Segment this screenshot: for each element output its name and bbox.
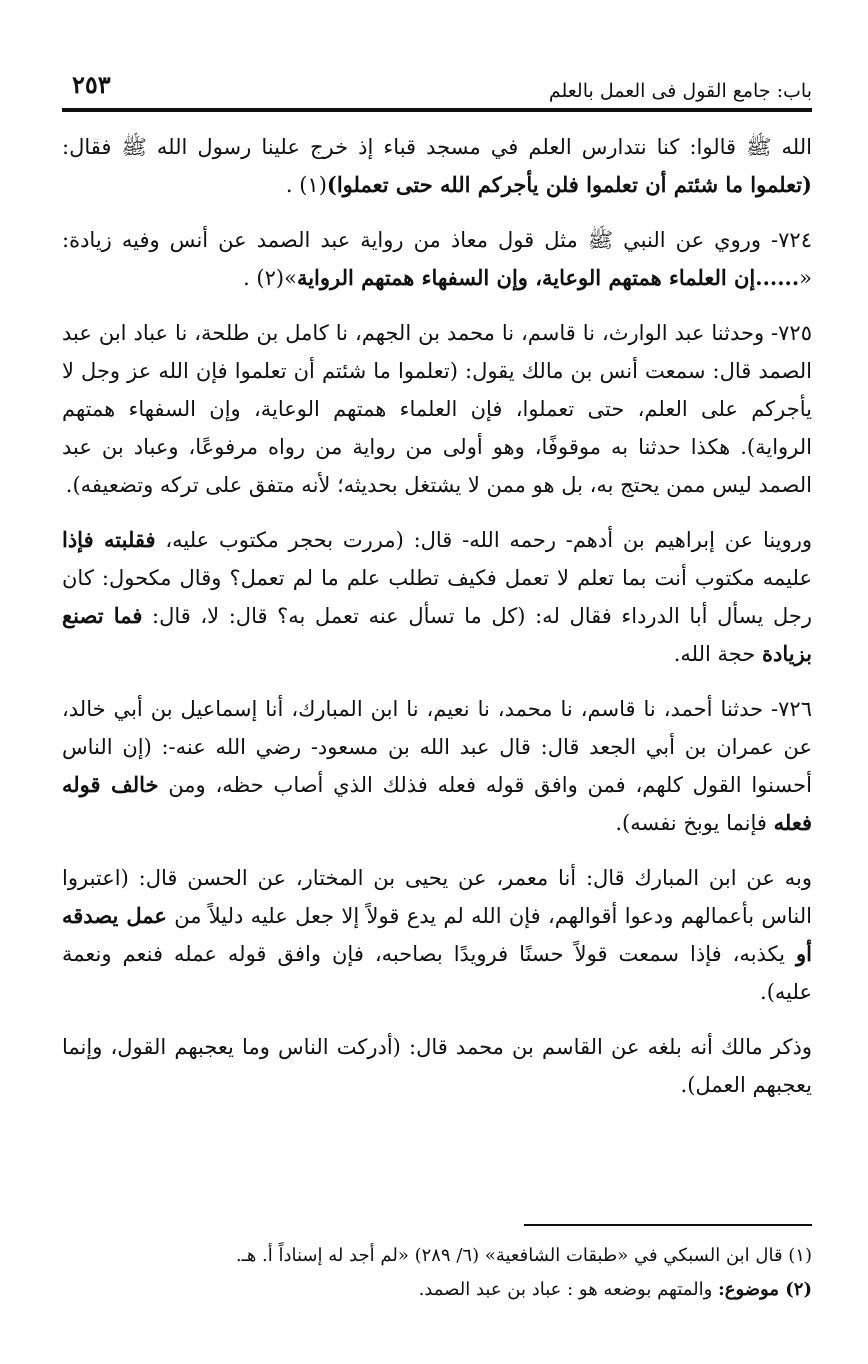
footnote-1: (١) قال ابن السبكي في «طبقات الشافعية» (٦/ ٢٨٩) «لم أجد له إسناداً أ. هـ. [235,1245,812,1266]
paragraph-724-text: ٧٢٤- وروي عن النبي ﷺ مثل قول معاذ من رواية عبد الصمد عن أنس وفيه زيادة: « [62,228,812,290]
footnotes [62,1240,812,1308]
paragraph-ibrahim-text-1: وروينا عن إبراهيم بن أدهم- رحمه الله- قال: (مررت بحجر مكتوب عليه، [155,528,812,552]
document-page [62,0,812,1364]
paragraph-724 [62,221,812,297]
paragraph-1-bold-quote: (تعلموا ما شئتم أن تعلموا فلن يأجركم الله حتى تعملوا) [326,172,812,197]
footnote-2-label: (٢) موضوع: [718,1279,812,1300]
paragraph-1-footnote-ref: (١) . [285,173,327,197]
footnote-2 [62,1274,812,1306]
paragraph-726-text-1: ٧٢٦- حدثنا أحمد، نا قاسم، نا محمد، نا نعيم، نا ابن المبارك، أنا إسماعيل بن أبي خالد، عن عمران بن أبي الجعد قال: قال عبد الله بن مسعود- رضي الله عنه-: (إن الناس أحسنوا القول كلهم، فمن وافق قوله فعله فذلك الذي أصاب حظه، ومن [62,697,813,797]
paragraph-ibn-mubarak-bold: عمل يصدقه أو [62,903,812,966]
paragraph-ibn-mubarak-text-1: وبه عن ابن المبارك قال: أنا معمر، عن يحيى بن المختار، عن الحسن قال: (اعتبروا الناس بأعمالهم ودعوا أقوالهم، فإن الله لم يدع قولاً إلا جعل عليه دليلاً من [62,866,813,928]
header-rule [62,108,812,112]
footnote-2-text: والمتهم بوضعه هو : عباد بن عبد الصمد. [418,1279,719,1300]
page-header [62,70,812,106]
footnote-separator [524,1224,812,1226]
paragraph-ibrahim [62,521,812,673]
running-head: باب: جامع القول فى العمل بالعلم [548,80,812,102]
paragraph-724-footnote-ref: »(٢) . [243,266,297,290]
paragraph-724-bold-quote: ......إن العلماء همتهم الوعاية، وإن السفهاء همتهم الرواية [296,265,800,290]
paragraph-726-bold: خالف قوله فعله [62,772,812,835]
paragraph-ibn-mubarak-text-2: يكذبه، فإذا سمعت قولاً حسنًا فرويدًا بصاحبه، فإن وافق قوله عمله فنعم ونعمة عليه). [62,942,812,1004]
paragraph-1-text: الله ﷺ قالوا: كنا نتدارس العلم في مسجد قباء إذ خرج علينا رسول الله ﷺ فقال: [62,135,812,159]
paragraph-725: ٧٢٥- وحدثنا عبد الوارث، نا قاسم، نا محمد بن الجهم، نا كامل بن طلحة، نا عباد ابن عبد الصمد قال: سمعت أنس بن مالك يقول: (تعلموا ما شئتم أن تعلموا فإن الله عز وجل لا يأجركم على العلم، حتى تعملوا، فإن العلماء همتهم الوعاية، وإن السفهاء همتهم الرواية). هكذا حدثنا به موقوفًا، وهو أولى من رواية من رواه مرفوعًا، وعباد بن عبد الصمد ليس ممن يحتج به، بل هو ممن لا يشتغل بحديثه؛ لأنه متفق على تركه وتضعيفه). [62,321,812,497]
paragraph-1 [62,128,812,204]
main-text [62,128,812,1121]
paragraph-ibrahim-text-3: حجة الله. [673,642,762,666]
paragraph-ibn-mubarak [62,859,812,1011]
paragraph-726-text-2: فإنما يوبخ نفسه). [615,811,774,835]
page-number: ٢٥٣ [72,70,111,99]
paragraph-ibrahim-bold-1: فقلبته فإذا [62,527,156,552]
paragraph-malik: وذكر مالك أنه بلغه عن القاسم بن محمد قال: (أدركت الناس وما يعجبهم القول، وإنما يعجبهم العمل). [62,1035,812,1097]
paragraph-ibrahim-text-2: عليمه مكتوب أنت بما تعلم لا تعمل فكيف تطلب علم ما لم تعمل؟ وقال مكحول: كان رجل يسأل أبا الدرداء فقال له: (كل ما تسأل عنه تعمل به؟ قال: لا، قال: [62,566,812,628]
paragraph-ibrahim-bold-2: فما تصنع بزيادة [62,603,812,666]
paragraph-726 [62,690,812,842]
